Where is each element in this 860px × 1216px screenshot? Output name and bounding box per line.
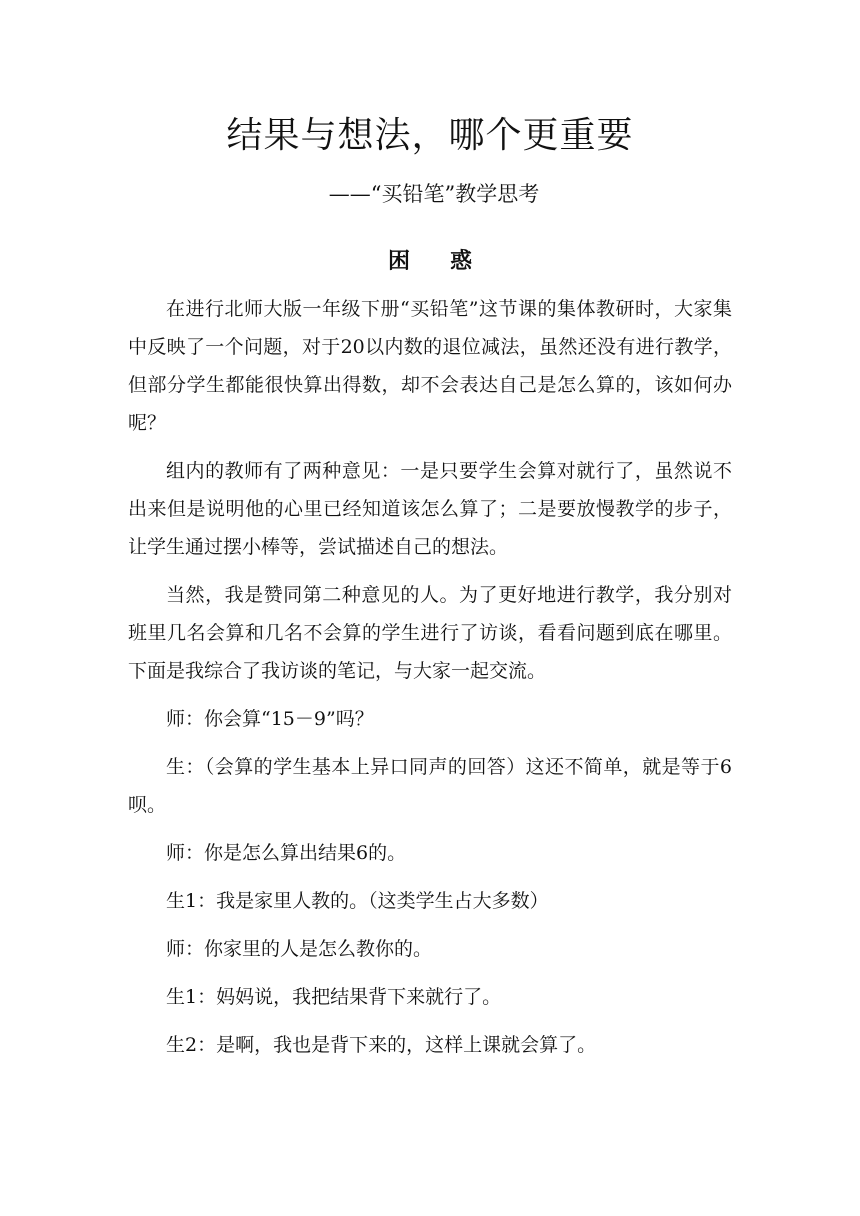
dialogue-line: 师：你是怎么算出结果6的。	[166, 842, 407, 864]
dialogue-line: 生：（会算的学生基本上异口同声的回答）这还不简单，就是等于6呗。	[128, 756, 732, 816]
document-subtitle: ——“买铅笔”教学思考	[328, 182, 540, 206]
dialogue-line: 生1：我是家里人教的。（这类学生占大多数）	[166, 890, 549, 912]
section-heading: 困惑	[387, 249, 512, 274]
document-title: 结果与想法，哪个更重要	[226, 115, 634, 156]
body-text	[128, 290, 732, 1074]
dialogue-line: 师：你会算“15－9”吗？	[166, 708, 374, 730]
paragraph: 组内的教师有了两种意见：一是只要学生会算对就行了，虽然说不出来但是说明他的心里已经知道该怎么算了；二是要放慢教学的步子，让学生通过摆小棒等，尝试描述自己的想法。	[128, 460, 732, 558]
paragraph: 当然，我是赞同第二种意见的人。为了更好地进行教学，我分别对班里几名会算和几名不会算的学生进行了访谈，看看问题到底在哪里。下面是我综合了我访谈的笔记，与大家一起交流。	[128, 584, 732, 682]
paragraph: 在进行北师大版一年级下册“买铅笔”这节课的集体教研时，大家集中反映了一个问题，对于20以内数的退位减法，虽然还没有进行教学，但部分学生都能很快算出得数，却不会表达自己是怎么算的，该如何办呢？	[128, 298, 732, 434]
dialogue-line: 师：你家里的人是怎么教你的。	[166, 938, 433, 960]
dialogue-line: 生1：妈妈说，我把结果背下来就行了。	[166, 986, 502, 1008]
dialogue-line: 生2：是啊，我也是背下来的，这样上课就会算了。	[166, 1034, 597, 1056]
